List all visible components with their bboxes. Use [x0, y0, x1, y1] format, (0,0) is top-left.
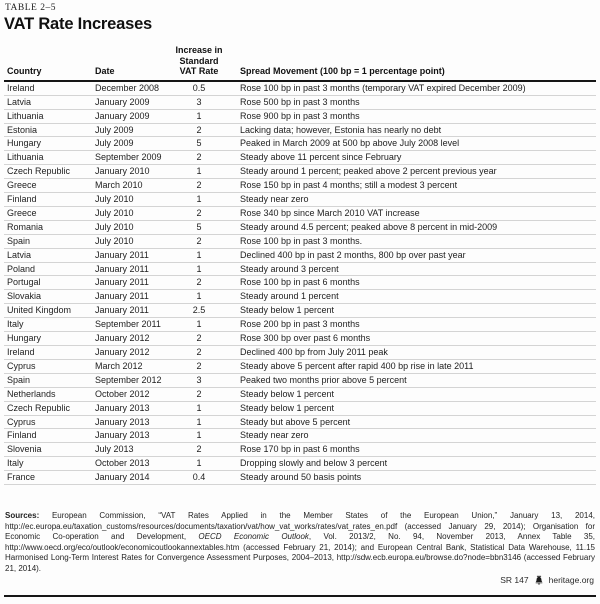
cell-increase: 1: [168, 262, 230, 276]
cell-date: July 2009: [95, 123, 168, 137]
table-row: [4, 387, 596, 401]
cell-spread: Peaked two months prior above 5 percent: [230, 373, 596, 387]
cell-date: March 2012: [95, 359, 168, 373]
cell-increase: 2: [168, 443, 230, 457]
cell-spread: Steady around 4.5 percent; peaked above 8 percent in mid-2009: [230, 220, 596, 234]
column-header-increase-line2: Standard: [179, 55, 219, 66]
cell-country: Hungary: [4, 137, 95, 151]
table-row: [4, 220, 596, 234]
cell-spread: Rose 100 bp in past 3 months (temporary VAT expired December 2009): [230, 81, 596, 95]
cell-country: Romania: [4, 220, 95, 234]
cell-country: Ireland: [4, 346, 95, 360]
page-title: VAT Rate Increases: [4, 15, 153, 33]
cell-increase: 5: [168, 137, 230, 151]
cell-country: Czech Republic: [4, 401, 95, 415]
table-row: [4, 290, 596, 304]
cell-spread: Steady below 1 percent: [230, 401, 596, 415]
cell-country: Latvia: [4, 95, 95, 109]
cell-date: July 2009: [95, 137, 168, 151]
report-id: SR 147: [500, 575, 529, 585]
cell-date: January 2011: [95, 262, 168, 276]
table-row: [4, 193, 596, 207]
table-row: [4, 137, 596, 151]
cell-country: Portugal: [4, 276, 95, 290]
cell-spread: Declined 400 bp in past 2 months, 800 bp over past year: [230, 248, 596, 262]
cell-date: January 2012: [95, 332, 168, 346]
column-header-country: Country: [4, 45, 95, 81]
cell-increase: 2.5: [168, 304, 230, 318]
table-row: [4, 123, 596, 137]
cell-increase: 2: [168, 206, 230, 220]
table-header: [4, 45, 596, 81]
cell-date: January 2009: [95, 109, 168, 123]
cell-spread: Steady above 5 percent after rapid 400 bp rise in late 2011: [230, 359, 596, 373]
cell-country: Hungary: [4, 332, 95, 346]
cell-country: France: [4, 471, 95, 485]
table-row: [4, 165, 596, 179]
cell-spread: Declined 400 bp from July 2011 peak: [230, 346, 596, 360]
cell-date: January 2013: [95, 401, 168, 415]
column-header-increase-line3: VAT Rate: [179, 66, 219, 77]
cell-date: January 2014: [95, 471, 168, 485]
cell-country: Netherlands: [4, 387, 95, 401]
cell-increase: 2: [168, 359, 230, 373]
table-row: [4, 95, 596, 109]
cell-increase: 1: [168, 415, 230, 429]
sources-note: [5, 511, 595, 575]
cell-date: January 2012: [95, 346, 168, 360]
cell-spread: Steady around 1 percent; peaked above 2 percent previous year: [230, 165, 596, 179]
cell-country: Czech Republic: [4, 165, 95, 179]
cell-spread: Steady around 3 percent: [230, 262, 596, 276]
cell-increase: 0.5: [168, 81, 230, 95]
cell-increase: 1: [168, 193, 230, 207]
cell-increase: 0.4: [168, 471, 230, 485]
cell-date: September 2011: [95, 318, 168, 332]
cell-date: January 2011: [95, 276, 168, 290]
cell-country: Italy: [4, 457, 95, 471]
cell-country: Slovenia: [4, 443, 95, 457]
cell-date: July 2010: [95, 234, 168, 248]
cell-spread: Steady near zero: [230, 193, 596, 207]
cell-increase: 1: [168, 457, 230, 471]
cell-spread: Steady above 11 percent since February: [230, 151, 596, 165]
cell-spread: Steady near zero: [230, 429, 596, 443]
cell-date: July 2010: [95, 206, 168, 220]
vat-rate-table: [4, 45, 596, 485]
site-name: heritage.org: [548, 575, 594, 585]
cell-increase: 2: [168, 346, 230, 360]
sources-text-part1: European Commission, “VAT Rates Applied in the Member States of the European Union,” January 13, 2014, http://ec.europa.eu/taxation_customs/resources/documents/taxation/vat/how_vat_works/rates/vat_rates_en.pdf (accessed January 29, 2014); Organisation for Economic Co-operation and Development,: [5, 511, 595, 542]
table-row: [4, 373, 596, 387]
table-row: [4, 248, 596, 262]
cell-increase: 2: [168, 123, 230, 137]
cell-spread: Rose 150 bp in past 4 months; still a modest 3 percent: [230, 179, 596, 193]
sources-text-italic: OECD Economic Outlook: [198, 532, 309, 542]
cell-spread: Rose 340 bp since March 2010 VAT increase: [230, 206, 596, 220]
cell-country: Finland: [4, 193, 95, 207]
cell-date: September 2009: [95, 151, 168, 165]
table-row: [4, 359, 596, 373]
cell-country: Finland: [4, 429, 95, 443]
cell-date: January 2011: [95, 248, 168, 262]
table-row: [4, 346, 596, 360]
table-row: [4, 401, 596, 415]
cell-increase: 2: [168, 332, 230, 346]
cell-increase: 5: [168, 220, 230, 234]
cell-country: Spain: [4, 373, 95, 387]
sources-text-part2: , Vol. 2013/2, No. 94, November 2013, Annex Table 35, http://www.oecd.org/eco/outlook/economicoutlookannextables.htm (accessed February 21, 2014); and European Central Bank, Statistical Data Warehouse, 11.15 Harmonised Long-Term Interest Rates for Convergence Assessment Purposes, 2004–2013, http://sdw.ecb.europa.eu/browse.do?node=bbn3146 (accessed February 21, 2014).: [5, 532, 595, 573]
cell-spread: Steady around 1 percent: [230, 290, 596, 304]
column-header-spread: Spread Movement (100 bp = 1 percentage point): [230, 45, 596, 81]
cell-increase: 1: [168, 248, 230, 262]
cell-increase: 1: [168, 290, 230, 304]
cell-country: Ireland: [4, 81, 95, 95]
column-header-increase: [168, 45, 230, 81]
table-row: [4, 262, 596, 276]
column-header-date: Date: [95, 45, 168, 81]
cell-country: United Kingdom: [4, 304, 95, 318]
cell-country: Greece: [4, 179, 95, 193]
cell-increase: 1: [168, 429, 230, 443]
cell-date: July 2010: [95, 193, 168, 207]
cell-increase: 2: [168, 151, 230, 165]
table-row: [4, 276, 596, 290]
table-label: TABLE 2–5: [5, 3, 56, 13]
cell-increase: 3: [168, 373, 230, 387]
page-footer: [500, 575, 594, 585]
cell-increase: 2: [168, 387, 230, 401]
cell-date: October 2012: [95, 387, 168, 401]
cell-spread: Steady but above 5 percent: [230, 415, 596, 429]
cell-date: January 2009: [95, 95, 168, 109]
cell-country: Italy: [4, 318, 95, 332]
table-row: [4, 81, 596, 95]
cell-country: Lithuania: [4, 151, 95, 165]
cell-increase: 1: [168, 318, 230, 332]
cell-country: Slovakia: [4, 290, 95, 304]
cell-spread: Steady below 1 percent: [230, 387, 596, 401]
cell-spread: Steady below 1 percent: [230, 304, 596, 318]
table-body: [4, 81, 596, 485]
bottom-rule: [4, 595, 596, 597]
cell-increase: 2: [168, 179, 230, 193]
cell-date: January 2010: [95, 165, 168, 179]
cell-spread: Rose 900 bp in past 3 months: [230, 109, 596, 123]
cell-spread: Rose 200 bp in past 3 months: [230, 318, 596, 332]
cell-spread: Rose 300 bp over past 6 months: [230, 332, 596, 346]
cell-country: Cyprus: [4, 415, 95, 429]
cell-date: December 2008: [95, 81, 168, 95]
table-row: [4, 443, 596, 457]
cell-increase: 2: [168, 234, 230, 248]
cell-spread: Rose 100 bp in past 3 months.: [230, 234, 596, 248]
cell-date: July 2013: [95, 443, 168, 457]
cell-country: Spain: [4, 234, 95, 248]
cell-date: July 2010: [95, 220, 168, 234]
column-header-increase-line1: Increase in: [175, 45, 223, 55]
table-row: [4, 457, 596, 471]
table-row: [4, 415, 596, 429]
cell-increase: 1: [168, 165, 230, 179]
cell-increase: 1: [168, 401, 230, 415]
cell-spread: Peaked in March 2009 at 500 bp above July 2008 level: [230, 137, 596, 151]
cell-country: Latvia: [4, 248, 95, 262]
table-row: [4, 429, 596, 443]
table-row: [4, 304, 596, 318]
cell-increase: 3: [168, 95, 230, 109]
liberty-bell-icon: [534, 575, 544, 585]
cell-country: Lithuania: [4, 109, 95, 123]
cell-date: January 2011: [95, 290, 168, 304]
cell-country: Greece: [4, 206, 95, 220]
cell-increase: 1: [168, 109, 230, 123]
table-row: [4, 151, 596, 165]
cell-spread: Lacking data; however, Estonia has nearly no debt: [230, 123, 596, 137]
cell-spread: Dropping slowly and below 3 percent: [230, 457, 596, 471]
cell-date: September 2012: [95, 373, 168, 387]
cell-date: January 2011: [95, 304, 168, 318]
cell-spread: Rose 100 bp in past 6 months: [230, 276, 596, 290]
table-row: [4, 234, 596, 248]
cell-country: Estonia: [4, 123, 95, 137]
cell-date: March 2010: [95, 179, 168, 193]
cell-spread: Steady around 50 basis points: [230, 471, 596, 485]
cell-date: January 2013: [95, 429, 168, 443]
table-row: [4, 179, 596, 193]
table-row: [4, 206, 596, 220]
table-row: [4, 471, 596, 485]
cell-date: October 2013: [95, 457, 168, 471]
table-row: [4, 318, 596, 332]
table-row: [4, 109, 596, 123]
cell-date: January 2013: [95, 415, 168, 429]
cell-country: Cyprus: [4, 359, 95, 373]
table-row: [4, 332, 596, 346]
cell-country: Poland: [4, 262, 95, 276]
cell-spread: Rose 500 bp in past 3 months: [230, 95, 596, 109]
cell-increase: 2: [168, 276, 230, 290]
cell-spread: Rose 170 bp in past 6 months: [230, 443, 596, 457]
sources-label: Sources:: [5, 511, 40, 520]
